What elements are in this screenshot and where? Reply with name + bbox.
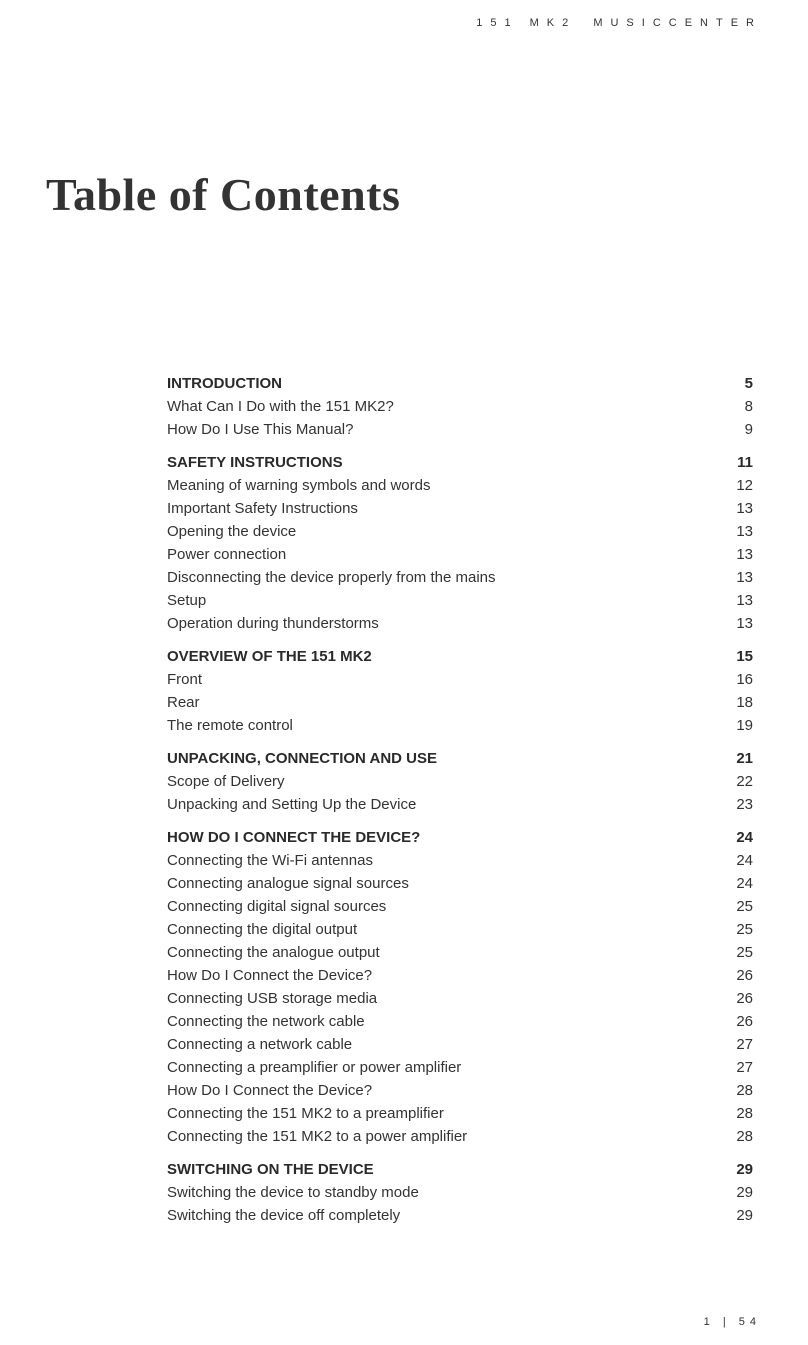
page-title: Table of Contents [46, 169, 401, 220]
toc-entry[interactable] [167, 1010, 753, 1033]
toc-entry-page: 23 [736, 796, 753, 813]
toc-section [167, 1158, 753, 1227]
toc-entry-label: Connecting USB storage media [167, 990, 378, 1007]
toc-entry-page: 29 [736, 1207, 753, 1224]
toc-section [167, 826, 753, 1148]
toc-entry-label: Connecting the network cable [167, 1013, 365, 1030]
toc-entry[interactable] [167, 987, 753, 1010]
toc-entry[interactable] [167, 895, 753, 918]
toc-entry-label: Setup [167, 592, 207, 609]
toc-entry-label: Scope of Delivery [167, 773, 285, 790]
toc-entry-page: 28 [736, 1105, 753, 1122]
toc-entry-label: What Can I Do with the 151 MK2? [167, 398, 394, 415]
toc-entry-page: 26 [736, 990, 753, 1007]
toc-entry[interactable] [167, 1033, 753, 1056]
toc-entry[interactable] [167, 714, 753, 737]
toc-entry-page: 27 [736, 1036, 753, 1053]
toc-heading-page: 5 [744, 375, 753, 392]
toc-entry[interactable] [167, 1056, 753, 1079]
toc-entry[interactable] [167, 395, 753, 418]
toc-entry[interactable] [167, 668, 753, 691]
toc-entry[interactable] [167, 918, 753, 941]
toc-entry-page: 28 [736, 1082, 753, 1099]
toc-entry-label: Connecting a preamplifier or power amplifier [167, 1059, 462, 1076]
toc-entry-page: 16 [736, 671, 753, 688]
toc-entry-label: Connecting the Wi-Fi antennas [167, 852, 373, 869]
toc-entry-label: Connecting the analogue output [167, 944, 380, 961]
toc-section-heading[interactable] [167, 826, 753, 849]
toc-entry[interactable] [167, 497, 753, 520]
toc-entry-page: 22 [736, 773, 753, 790]
toc-section-heading[interactable] [167, 1158, 753, 1181]
toc-section [167, 645, 753, 737]
toc-entry-label: How Do I Connect the Device? [167, 1082, 373, 1099]
toc-entry-label: Connecting the 151 MK2 to a power amplifier [167, 1128, 468, 1145]
toc-entry[interactable] [167, 520, 753, 543]
toc-entry-page: 25 [736, 898, 753, 915]
toc-entry[interactable] [167, 964, 753, 987]
toc-entry-label: Switching the device off completely [167, 1207, 401, 1224]
toc-entry-label: Important Safety Instructions [167, 500, 358, 517]
toc-heading-page: 29 [736, 1161, 753, 1178]
toc-entry[interactable] [167, 566, 753, 589]
toc-entry-page: 19 [736, 717, 753, 734]
table-of-contents [167, 372, 753, 1237]
toc-entry-label: Unpacking and Setting Up the Device [167, 796, 417, 813]
toc-entry[interactable] [167, 793, 753, 816]
toc-entry-page: 12 [736, 477, 753, 494]
toc-heading-label: SAFETY INSTRUCTIONS [167, 454, 343, 471]
toc-heading-page: 24 [736, 829, 753, 846]
toc-entry[interactable] [167, 474, 753, 497]
toc-heading-page: 11 [737, 454, 753, 471]
toc-entry-page: 13 [736, 500, 753, 517]
toc-section [167, 372, 753, 441]
toc-entry-label: Opening the device [167, 523, 297, 540]
page-number: 1 | 54 [703, 1316, 761, 1328]
toc-entry[interactable] [167, 1079, 753, 1102]
toc-entry[interactable] [167, 941, 753, 964]
toc-section [167, 747, 753, 816]
toc-entry-label: Rear [167, 694, 200, 711]
toc-entry-page: 18 [736, 694, 753, 711]
toc-section-heading[interactable] [167, 372, 753, 395]
toc-section-heading[interactable] [167, 747, 753, 770]
toc-entry-page: 29 [736, 1184, 753, 1201]
toc-entry-page: 13 [736, 592, 753, 609]
toc-entry-page: 25 [736, 944, 753, 961]
toc-heading-label: SWITCHING ON THE DEVICE [167, 1161, 374, 1178]
header-model: 151 MK2 [476, 17, 577, 29]
toc-entry-page: 9 [744, 421, 753, 438]
toc-heading-label: HOW DO I CONNECT THE DEVICE? [167, 829, 421, 846]
toc-entry-label: Front [167, 671, 203, 688]
toc-entry-page: 13 [736, 615, 753, 632]
toc-entry[interactable] [167, 1125, 753, 1148]
toc-entry-page: 13 [736, 523, 753, 540]
toc-section [167, 451, 753, 635]
toc-section-heading[interactable] [167, 451, 753, 474]
toc-entry-page: 24 [736, 875, 753, 892]
toc-heading-label: INTRODUCTION [167, 375, 282, 392]
toc-entry[interactable] [167, 849, 753, 872]
toc-entry-label: Meaning of warning symbols and words [167, 477, 431, 494]
toc-entry-label: Operation during thunderstorms [167, 615, 379, 632]
toc-entry-label: Connecting the digital output [167, 921, 358, 938]
running-header [476, 17, 762, 29]
toc-section-heading[interactable] [167, 645, 753, 668]
toc-entry-page: 13 [736, 546, 753, 563]
toc-entry[interactable] [167, 1181, 753, 1204]
toc-entry[interactable] [167, 418, 753, 441]
toc-entry-label: Connecting a network cable [167, 1036, 353, 1053]
toc-entry[interactable] [167, 872, 753, 895]
toc-entry-page: 8 [744, 398, 753, 415]
toc-entry-label: The remote control [167, 717, 293, 734]
toc-heading-label: UNPACKING, CONNECTION AND USE [167, 750, 438, 767]
toc-entry[interactable] [167, 612, 753, 635]
toc-entry[interactable] [167, 1204, 753, 1227]
toc-entry-label: How Do I Use This Manual? [167, 421, 354, 438]
toc-entry-page: 24 [736, 852, 753, 869]
toc-entry-page: 26 [736, 1013, 753, 1030]
toc-entry-page: 13 [736, 569, 753, 586]
toc-entry-label: Connecting analogue signal sources [167, 875, 409, 892]
toc-entry-page: 26 [736, 967, 753, 984]
toc-entry-label: Switching the device to standby mode [167, 1184, 419, 1201]
toc-entry[interactable] [167, 543, 753, 566]
toc-entry[interactable] [167, 770, 753, 793]
toc-entry[interactable] [167, 1102, 753, 1125]
toc-heading-page: 21 [736, 750, 753, 767]
toc-entry-label: How Do I Connect the Device? [167, 967, 373, 984]
toc-entry-page: 25 [736, 921, 753, 938]
toc-entry-label: Connecting the 151 MK2 to a preamplifier [167, 1105, 444, 1122]
toc-entry-label: Disconnecting the device properly from the mains [167, 569, 496, 586]
toc-heading-page: 15 [736, 648, 753, 665]
toc-entry-page: 27 [736, 1059, 753, 1076]
toc-entry[interactable] [167, 691, 753, 714]
header-product: MUSICCENTER [593, 17, 762, 29]
toc-entry-page: 28 [736, 1128, 753, 1145]
toc-entry[interactable] [167, 589, 753, 612]
toc-entry-label: Power connection [167, 546, 287, 563]
toc-heading-label: OVERVIEW OF THE 151 MK2 [167, 648, 372, 665]
toc-entry-label: Connecting digital signal sources [167, 898, 387, 915]
